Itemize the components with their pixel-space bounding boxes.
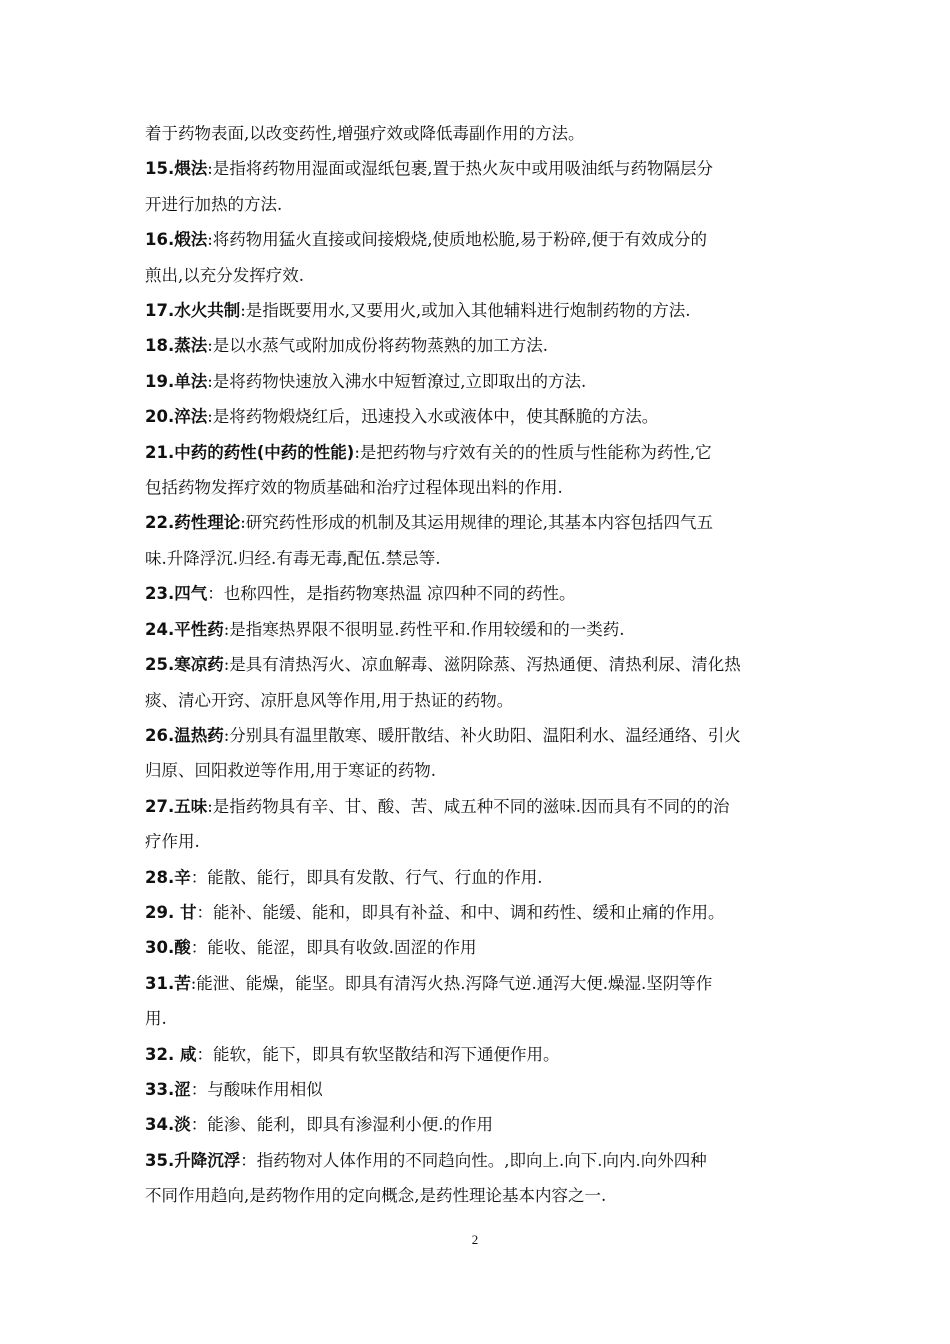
glossary-term: 30.酸 xyxy=(145,938,191,958)
glossary-definition: :是指既要用水,又要用火,或加入其他辅料进行炮制药物的方法. xyxy=(240,301,691,321)
text-line xyxy=(145,647,810,682)
glossary-definition: 痰、清心开窍、凉肝息风等作用,用于热证的药物。 xyxy=(145,690,514,710)
text-line xyxy=(145,116,810,151)
text-line xyxy=(145,576,810,611)
glossary-term: 25.寒凉药 xyxy=(145,655,224,675)
text-line xyxy=(145,470,810,505)
glossary-term: 23.四气 xyxy=(145,584,208,604)
document-body xyxy=(145,116,810,1214)
text-line xyxy=(145,505,810,540)
glossary-term: 21.中药的药性(中药的性能) xyxy=(145,442,355,462)
glossary-definition: :分别具有温里散寒、暖肝散结、补火助阳、温阳利水、温经通络、引火 xyxy=(223,725,741,745)
text-line xyxy=(145,860,810,895)
glossary-definition: ：能软，能下，即具有软坚散结和泻下通便作用。 xyxy=(196,1044,560,1064)
glossary-term: 29. 甘 xyxy=(145,902,197,922)
text-line xyxy=(145,364,810,399)
glossary-definition: 归原、回阳救逆等作用,用于寒证的药物. xyxy=(145,761,436,781)
glossary-definition: 味.升降浮沉.归经.有毒无毒,配伍.禁忌等. xyxy=(145,548,441,568)
glossary-definition: ：能渗、能利，即具有渗湿利小便.的作用 xyxy=(190,1115,493,1135)
text-line xyxy=(145,151,810,186)
glossary-definition: :是具有清热泻火、凉血解毒、滋阴除蒸、泻热通便、清热利尿、清化热 xyxy=(223,655,741,675)
glossary-term: 15.煨法 xyxy=(145,159,208,179)
glossary-definition: :研究药性形成的机制及其运用规律的理论,其基本内容包括四气五 xyxy=(240,513,714,533)
text-line xyxy=(145,753,810,788)
glossary-term: 28.辛 xyxy=(145,867,191,887)
text-line xyxy=(145,187,810,222)
glossary-definition: :是指将药物用湿面或湿纸包裹,置于热火灰中或用吸油纸与药物隔层分 xyxy=(207,159,714,179)
glossary-term: 16.煅法 xyxy=(145,230,208,250)
glossary-term: 17.水火共制 xyxy=(145,301,241,321)
text-line xyxy=(145,930,810,965)
glossary-term: 27.五味 xyxy=(145,796,208,816)
glossary-definition: ：与酸味作用相似 xyxy=(190,1079,323,1099)
text-line xyxy=(145,1001,810,1036)
glossary-term: 20.淬法 xyxy=(145,407,208,427)
glossary-definition: ：指药物对人体作用的不同趋向性。,即向上.向下.向内.向外四种 xyxy=(240,1150,707,1170)
text-line xyxy=(145,789,810,824)
glossary-definition: ：能补、能缓、能和，即具有补益、和中、调和药性、缓和止痛的作用。 xyxy=(196,902,725,922)
glossary-definition: ：能散、能行，即具有发散、行气、行血的作用. xyxy=(190,867,543,887)
text-line xyxy=(145,1143,810,1178)
text-line xyxy=(145,824,810,859)
text-line xyxy=(145,258,810,293)
glossary-definition: 着于药物表面,以改变药性,增强疗效或降低毒副作用的方法。 xyxy=(145,124,585,143)
text-line xyxy=(145,1178,810,1213)
text-line xyxy=(145,435,810,470)
glossary-definition: :是将药物快速放入沸水中短暂潦过,立即取出的方法. xyxy=(207,371,587,391)
text-line xyxy=(145,683,810,718)
glossary-term: 33.涩 xyxy=(145,1079,191,1099)
glossary-term: 35.升降沉浮 xyxy=(145,1150,241,1170)
text-line xyxy=(145,718,810,753)
text-line xyxy=(145,1072,810,1107)
glossary-term: 24.平性药 xyxy=(145,619,224,639)
glossary-definition: :是把药物与疗效有关的的性质与性能称为药性,它 xyxy=(354,442,712,462)
text-line xyxy=(145,399,810,434)
text-line xyxy=(145,1037,810,1072)
glossary-definition: :是以水蒸气或附加成份将药物蒸熟的加工方法. xyxy=(207,336,549,356)
glossary-definition: 包括药物发挥疗效的物质基础和治疗过程体现出料的作用. xyxy=(145,478,563,498)
glossary-term: 26.温热药 xyxy=(145,725,224,745)
glossary-term: 32. 咸 xyxy=(145,1044,197,1064)
glossary-term: 31.苦 xyxy=(145,973,191,993)
glossary-definition: ：能收、能涩，即具有收敛.固涩的作用 xyxy=(190,938,477,958)
text-line xyxy=(145,293,810,328)
text-line xyxy=(145,222,810,257)
text-line xyxy=(145,328,810,363)
text-line xyxy=(145,1107,810,1142)
page-number: 2 xyxy=(471,1232,479,1247)
text-line xyxy=(145,966,810,1001)
glossary-definition: 不同作用趋向,是药物作用的定向概念,是药性理论基本内容之一. xyxy=(145,1186,607,1206)
glossary-definition: :是将药物煅烧红后，迅速投入水或液体中，使其酥脆的方法。 xyxy=(207,407,659,427)
glossary-definition: ：也称四性，是指药物寒热温 凉四种不同的药性。 xyxy=(207,584,576,604)
glossary-definition: 用. xyxy=(145,1009,167,1029)
glossary-term: 34.淡 xyxy=(145,1115,191,1135)
glossary-definition: :能泄、能燥，能坚。即具有清泻火热.泻降气逆.通泻大便.燥湿.坚阴等作 xyxy=(190,973,713,993)
glossary-term: 22.药性理论 xyxy=(145,513,241,533)
glossary-definition: :是指药物具有辛、甘、酸、苦、咸五种不同的滋味.因而具有不同的的治 xyxy=(207,796,730,816)
text-line xyxy=(145,541,810,576)
glossary-definition: 煎出,以充分发挥疗效. xyxy=(145,265,304,285)
glossary-term: 19.单法 xyxy=(145,371,208,391)
glossary-definition: 疗作用. xyxy=(145,832,200,852)
glossary-term: 18.蒸法 xyxy=(145,336,208,356)
text-line xyxy=(145,612,810,647)
text-line xyxy=(145,895,810,930)
glossary-definition: :是指寒热界限不很明显.药性平和.作用较缓和的一类药. xyxy=(223,619,625,639)
glossary-definition: 开进行加热的方法. xyxy=(145,194,283,214)
glossary-definition: :将药物用猛火直接或间接煅烧,使质地松脆,易于粉碎,便于有效成分的 xyxy=(207,230,708,250)
